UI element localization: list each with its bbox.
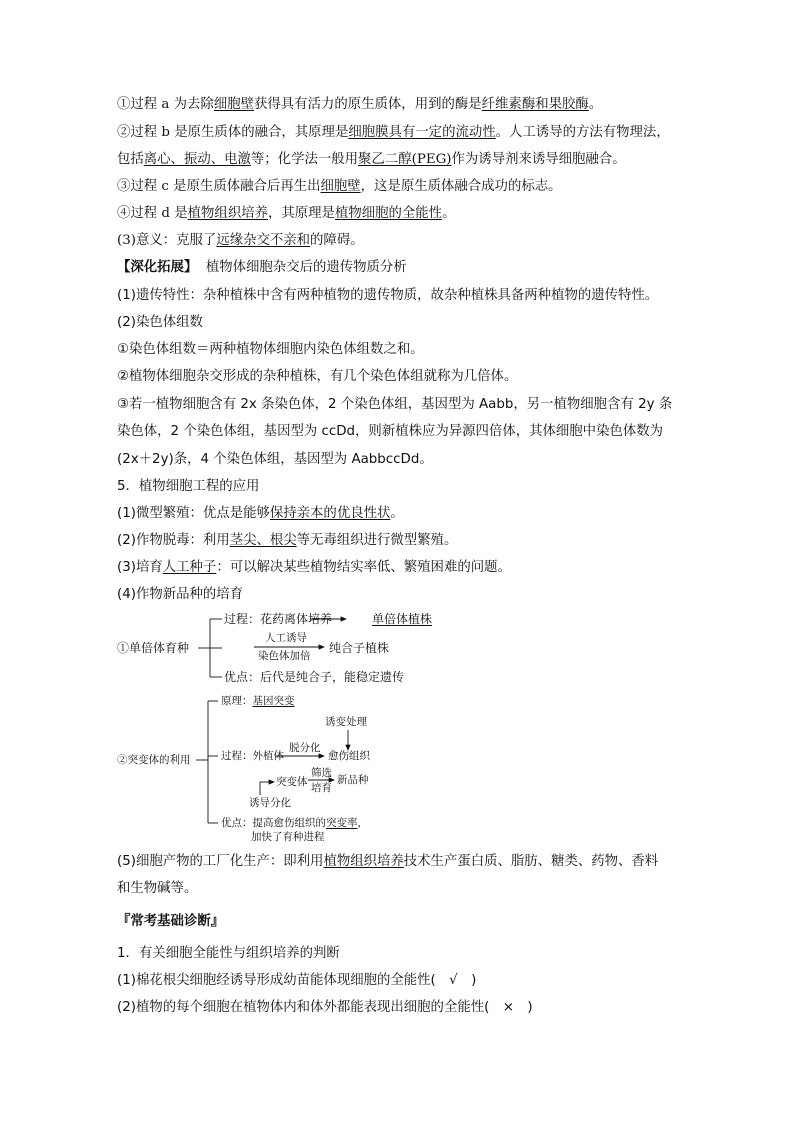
text-line-example-1: ③若一植物细胞含有 2x 条染色体，2 个染色体组，基因型为 Aabb，另一植物细胞含有 2y 条 [117, 397, 673, 412]
text-line-artificial-seed: (3)培育人工种子：可以解决某些植物结实率低、繁殖困难的问题。 [117, 560, 511, 575]
question-1: (1)棉花根尖细胞经诱导形成幼苗能体现细胞的全能性( √ ) [117, 973, 477, 988]
text-line-process-c: ③过程 c 是原生质体融合后再生出细胞壁，这是原生质体融合成功的标志。 [117, 179, 562, 194]
arrow-label-induce: 人工诱导 [265, 632, 307, 644]
haploid-process-line: 过程：花药离体培养 单倍体植株 [224, 612, 433, 626]
mutagen-label: 诱变处理 [325, 716, 367, 728]
underlined-term: 植物组织培养 [323, 854, 404, 869]
mutant-utilization-label: ②突变体的利用 [117, 754, 191, 766]
text-line-alkaloids: 和生物碱等。 [117, 881, 198, 896]
haploid-brace [198, 619, 222, 677]
text-line-significance: (3)意义：克服了远缘杂交不亲和的障碍。 [117, 233, 364, 248]
text-line-example-2: 染色体，2 个染色体组，基因型为 ccDd，则新植株应为异源四倍体，其体细胞中染色体数为 [117, 424, 664, 439]
mutant-brace [196, 701, 218, 823]
question-2: (2)植物的每个细胞在植物体内和体外都能表现出细胞的全能性( × ) [117, 1000, 533, 1015]
underlined-term: 细胞壁 [213, 97, 255, 112]
text-line-process-b: ②过程 b 是原生质体的融合，其原理是细胞膜具有一定的流动性。人工诱导的方法有物理法， [117, 125, 670, 140]
induce-diff-label: 诱导分化 [249, 797, 291, 809]
underlined-term: 细胞壁 [320, 179, 361, 194]
underlined-term: 人工种子 [162, 560, 217, 575]
underlined-term: 突变率 [326, 817, 358, 829]
text-line-example-3: (2x＋2y)条，4 个染色体组，基因型为 AabbccDd。 [117, 452, 433, 467]
mutant-advantage-1: 优点：提高愈伤组织的突变率， [221, 817, 368, 829]
text-line-new-varieties: (4)作物新品种的培育 [117, 587, 244, 602]
underlined-term: 聚乙二醇(PEG) [358, 152, 452, 167]
text-line-process-a: ①过程 a 为去除细胞壁获得具有活力的原生质体，用到的酶是纤维素酶和果胶酶。 [117, 97, 603, 112]
underlined-term: 植物组织培养 [187, 206, 268, 221]
text-line-factory-production: (5)细胞产物的工厂化生产：即利用植物组织培养技术生产蛋白质、脂肪、糖类、药物、香料 [117, 854, 659, 869]
text-line-micropropagation: (1)微型繁殖：优点是能够保持亲本的优良性状。 [117, 506, 404, 521]
arrow-label-doubling: 染色体加倍 [258, 650, 311, 662]
mutant-label: 突变体 [276, 776, 308, 788]
underlined-term: 植物细胞的全能性 [334, 206, 443, 221]
question-group-title: 1．有关细胞全能性与组织培养的判断 [117, 946, 340, 961]
extension-tag: 【深化拓展】 [117, 260, 198, 275]
underlined-term: 茎尖、根尖 [229, 533, 297, 548]
underlined-term: 单倍体植株 [372, 612, 433, 626]
underlined-term: 远缘杂交不亲和 [216, 233, 311, 248]
text-line-chromosome-sets: (2)染色体组数 [117, 315, 203, 330]
text-line-process-d: ④过程 d 是植物组织培养，其原理是植物细胞的全能性。 [117, 206, 456, 221]
underlined-term: 基因突变 [252, 695, 295, 707]
underlined-term: 细胞膜具有一定的流动性 [348, 125, 496, 140]
new-variety-label: 新品种 [337, 774, 369, 786]
select-label: 筛选 [311, 767, 332, 779]
dediff-label: 脱分化 [289, 742, 321, 754]
text-line-detoxification: (2)作物脱毒：利用茎尖、根尖等无毒组织进行微型繁殖。 [117, 533, 458, 548]
extension-title: 植物体细胞杂交后的遗传物质分析 [205, 260, 407, 275]
text-line-genetic-trait: (1)遗传特性：杂种植株中含有两种植物的遗传物质，故杂种植株具备两种植物的遗传特性。 [117, 288, 659, 303]
mutant-advantage-2: 加快了育种进程 [251, 831, 325, 843]
haploid-advantage: 优点：后代是纯合子，能稳定遗传 [224, 670, 405, 684]
section-heading-applications: 5．植物细胞工程的应用 [117, 479, 260, 494]
text-line-sets-sum: ①染色体组数＝两种植物体细胞内染色体组数之和。 [117, 342, 424, 357]
explant-label: 过程：外植体 [221, 750, 284, 762]
principle-line: 原理：基因突变 [221, 695, 295, 707]
section-heading-diagnosis: 『常考基础诊断』 [117, 914, 225, 929]
underlined-term: 保持亲本的优良性状 [269, 506, 391, 521]
pure-line-plant: 纯合子植株 [329, 641, 390, 655]
text-line-ploidy: ②植物体细胞杂交形成的杂种植株，有几个染色体组就称为几倍体。 [117, 369, 518, 384]
cultivate-label: 培育 [311, 782, 332, 794]
haploid-breeding-label: ①单倍体育种 [117, 641, 190, 655]
underlined-term: 离心、振动、电激 [143, 152, 251, 167]
underlined-term: 纤维素酶和果胶酶 [481, 97, 589, 112]
callus-label: 愈伤组织 [328, 750, 370, 762]
text-line-process-b-cont: 包括离心、振动、电激等；化学法一般用聚乙二醇(PEG)作为诱导剂来诱导细胞融合。 [117, 152, 626, 167]
